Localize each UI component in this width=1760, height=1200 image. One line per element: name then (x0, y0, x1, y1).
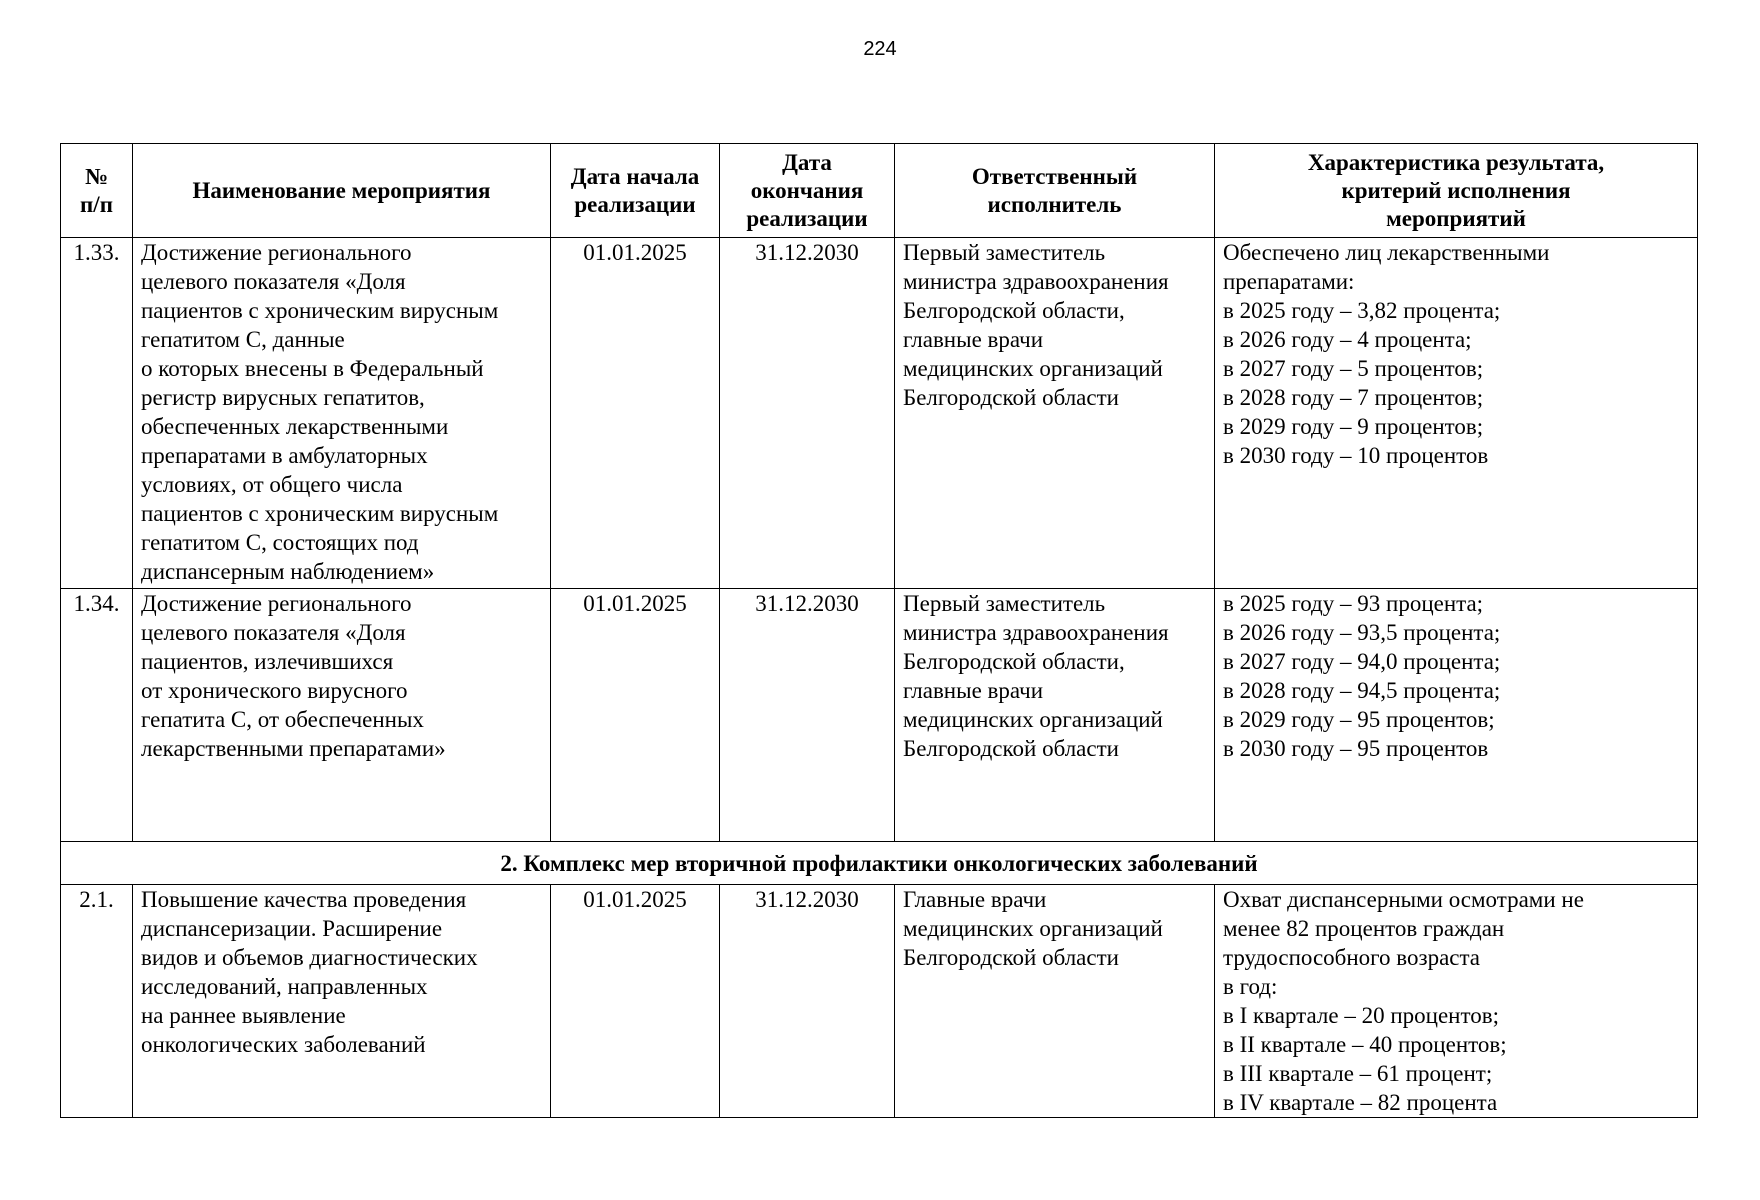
text-line: лекарственными препаратами» (141, 736, 446, 761)
text-line: в 2030 году – 95 процентов (1223, 736, 1489, 761)
text-line: п/п (80, 191, 113, 217)
start-date: 01.01.2025 (551, 238, 720, 589)
text-line: трудоспособного возраста (1223, 945, 1481, 970)
text-line: Обеспечено лиц лекарственными (1223, 240, 1550, 265)
text-line: препаратами в амбулаторных (141, 443, 428, 468)
header-num (61, 144, 133, 238)
text-line: препаратами: (1223, 269, 1355, 294)
text-line: условиях, от общего числа (141, 472, 403, 497)
text-line: Главные врачи (903, 887, 1047, 912)
header-start-date (551, 144, 720, 238)
text-line: целевого показателя «Доля (141, 269, 406, 294)
text-line: гепатитом С, данные (141, 327, 345, 352)
text-line: Белгородской области (903, 385, 1119, 410)
text-line: Дата (782, 149, 832, 175)
text-line: в 2026 году – 4 процента; (1223, 327, 1472, 352)
text-line: в 2029 году – 95 процентов; (1223, 707, 1495, 732)
text-line: Первый заместитель (903, 591, 1106, 616)
text-line: гепатитом С, состоящих под (141, 530, 419, 555)
measure-name (133, 238, 551, 589)
text-line: критерий исполнения (1341, 177, 1571, 203)
text-line: пациентов с хроническим вирусным (141, 501, 499, 526)
text-line: медицинских организаций (903, 916, 1163, 941)
text-line: Дата начала (570, 163, 700, 189)
measure-name (133, 885, 551, 1118)
text-line: онкологических заболеваний (141, 1032, 426, 1057)
end-date: 31.12.2030 (720, 238, 895, 589)
text-line: исследований, направленных (141, 974, 428, 999)
text-line: Характеристика результата, (1307, 149, 1605, 175)
text-line: главные врачи (903, 327, 1044, 352)
measures-table (60, 143, 1698, 1118)
result-criteria (1215, 885, 1698, 1118)
text-line: в 2028 году – 94,5 процента; (1223, 678, 1501, 703)
text-line: Первый заместитель (903, 240, 1106, 265)
text-line: реализации (574, 191, 696, 217)
header-responsible (895, 144, 1215, 238)
text-line: исполнитель (987, 191, 1122, 217)
text-line: реализации (746, 205, 868, 231)
responsible-executor (895, 238, 1215, 589)
text-line: медицинских организаций (903, 356, 1163, 381)
row-number: 1.33. (61, 238, 133, 589)
text-line: в год: (1223, 974, 1278, 999)
text-line: в I квартале – 20 процентов; (1223, 1003, 1499, 1028)
text-line: обеспеченных лекарственными (141, 414, 449, 439)
text-line: главные врачи (903, 678, 1044, 703)
text-line: в III квартале – 61 процент; (1223, 1061, 1493, 1086)
end-date: 31.12.2030 (720, 885, 895, 1118)
header-end-date (720, 144, 895, 238)
text-line: в 2026 году – 93,5 процента; (1223, 620, 1501, 645)
section-header-row (61, 842, 1698, 885)
text-line: гепатита С, от обеспеченных (141, 707, 424, 732)
row-number: 1.34. (61, 589, 133, 842)
text-line: министра здравоохранения (903, 620, 1169, 645)
text-line: Белгородской области, (903, 649, 1125, 674)
page-number: 224 (863, 38, 897, 60)
text-line: видов и объемов диагностических (141, 945, 478, 970)
result-criteria (1215, 238, 1698, 589)
start-date: 01.01.2025 (551, 885, 720, 1118)
text-line: на раннее выявление (141, 1003, 346, 1028)
responsible-executor (895, 885, 1215, 1118)
text-line: Достижение регионального (141, 591, 412, 616)
text-line: в 2027 году – 5 процентов; (1223, 356, 1484, 381)
text-line: в 2027 году – 94,0 процента; (1223, 649, 1501, 674)
start-date: 01.01.2025 (551, 589, 720, 842)
text-line: Белгородской области (903, 945, 1119, 970)
text-line: министра здравоохранения (903, 269, 1169, 294)
text-line: Повышение качества проведения (141, 887, 467, 912)
text-line: Ответственный (971, 163, 1138, 189)
text-line: Белгородской области (903, 736, 1119, 761)
text-line: пациентов, излечившихся (141, 649, 394, 674)
text-line: регистр вирусных гепатитов, (141, 385, 425, 410)
header-row (61, 144, 1698, 238)
table-row (61, 885, 1698, 1118)
text-line: в 2025 году – 3,82 процента; (1223, 298, 1501, 323)
text-line: Наименование мероприятия (192, 177, 491, 203)
text-line: целевого показателя «Доля (141, 620, 406, 645)
table-row (61, 589, 1698, 842)
section-title: 2. Комплекс мер вторичной профилактики онкологических заболеваний (61, 842, 1698, 885)
text-line: в 2028 году – 7 процентов; (1223, 385, 1484, 410)
text-line: пациентов с хроническим вирусным (141, 298, 499, 323)
text-line: менее 82 процентов граждан (1223, 916, 1505, 941)
text-line: № (84, 163, 109, 189)
measure-name (133, 589, 551, 842)
text-line: в IV квартале – 82 процента (1223, 1090, 1498, 1115)
text-line: окончания (750, 177, 864, 203)
text-line: в 2025 году – 93 процента; (1223, 591, 1484, 616)
text-line: в 2029 году – 9 процентов; (1223, 414, 1484, 439)
table-row (61, 238, 1698, 589)
header-name (133, 144, 551, 238)
text-line: в 2030 году – 10 процентов (1223, 443, 1489, 468)
end-date: 31.12.2030 (720, 589, 895, 842)
text-line: Достижение регионального (141, 240, 412, 265)
text-line: диспансерным наблюдением» (141, 559, 435, 584)
text-line: в II квартале – 40 процентов; (1223, 1032, 1507, 1057)
text-line: Белгородской области, (903, 298, 1125, 323)
header-result (1215, 144, 1698, 238)
text-line: медицинских организаций (903, 707, 1163, 732)
row-number: 2.1. (61, 885, 133, 1118)
text-line: о которых внесены в Федеральный (141, 356, 484, 381)
result-criteria (1215, 589, 1698, 842)
text-line: диспансеризации. Расширение (141, 916, 443, 941)
text-line: от хронического вирусного (141, 678, 408, 703)
responsible-executor (895, 589, 1215, 842)
text-line: Охват диспансерными осмотрами не (1223, 887, 1584, 912)
text-line: мероприятий (1386, 205, 1526, 231)
